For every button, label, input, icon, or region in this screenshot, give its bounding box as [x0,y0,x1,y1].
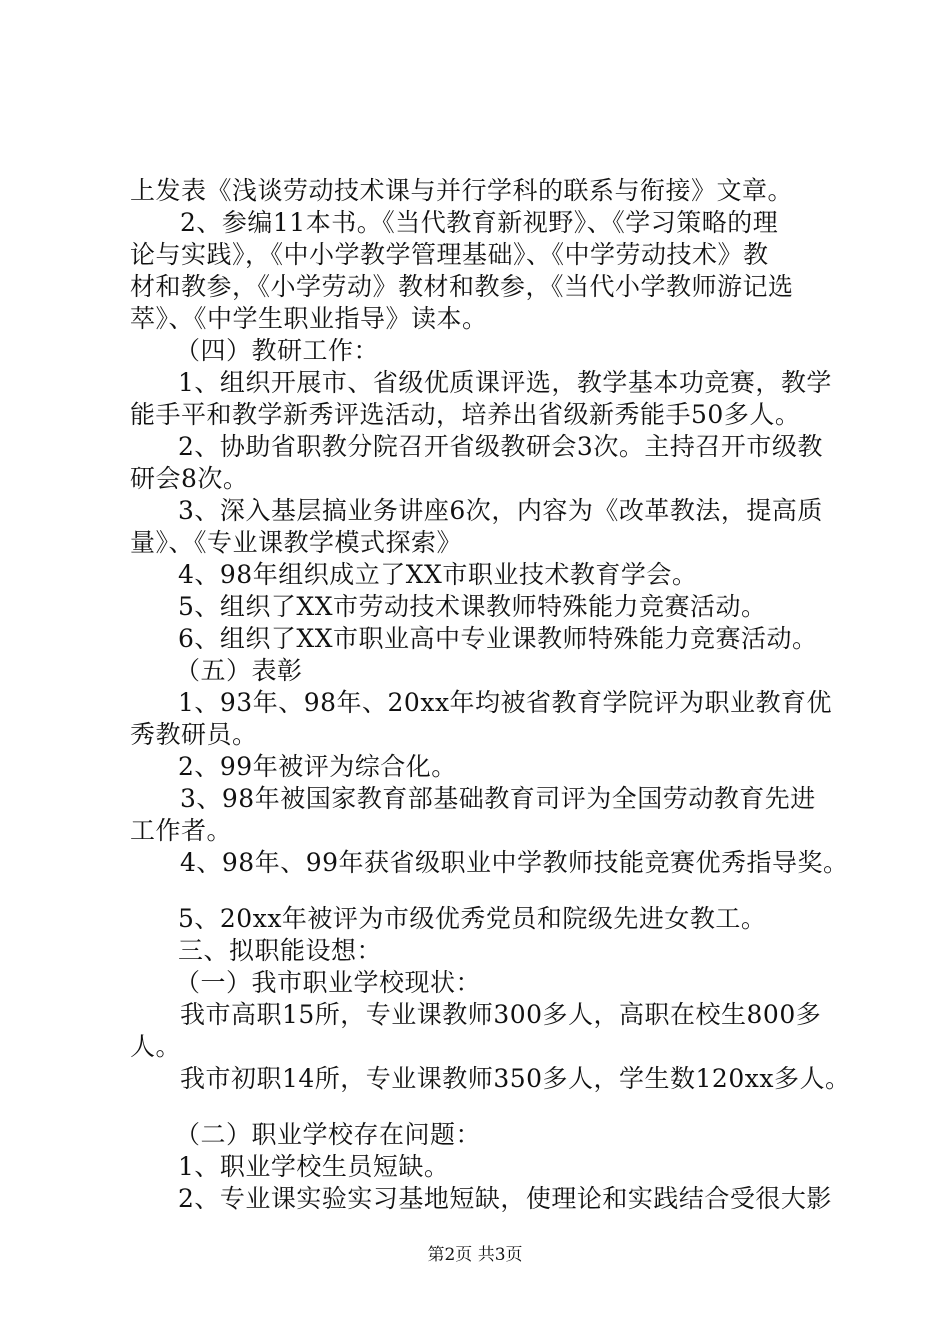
page-indicator: 第2页 共3页 [427,1245,523,1265]
section-heading: （二）职业学校存在问题： [175,1120,482,1149]
section-heading: （一）我市职业学校现状： [175,968,482,997]
paragraph-line: 上发表《浅谈劳动技术课与并行学科的联系与衔接》文章。 [130,176,794,205]
paragraph-line: 5、组织了XX市劳动技术课教师特殊能力竞赛活动。 [178,592,767,621]
section-heading: （五）表彰 [175,656,303,685]
paragraph-line: 量》、《专业课教学模式探索》 [130,528,463,557]
paragraph-line: 材和教参，《小学劳动》教材和教参，《当代小学教师游记选 [130,272,794,301]
paragraph-line: 3、深入基层搞业务讲座6次，内容为《改革教法，提高质 [178,496,823,525]
paragraph-line: 我市高职15所，专业课教师300多人，高职在校生800多 [180,1000,822,1029]
paragraph-line: 人。 [130,1032,182,1061]
paragraph-line: 4、98年、99年获省级职业中学教师技能竞赛优秀指导奖。 [180,848,849,877]
paragraph-line: 2、协助省职教分院召开省级教研会3次。主持召开市级教 [178,432,823,461]
section-heading: 三、拟职能设想： [178,936,383,965]
paragraph-line: 我市初职14所，专业课教师350多人，学生数120xx多人。 [180,1064,851,1093]
paragraph-line: 能手平和教学新秀评选活动，培养出省级新秀能手50多人。 [130,400,801,429]
paragraph-line: 6、组织了XX市职业高中专业课教师特殊能力竞赛活动。 [178,624,818,653]
paragraph-line: 1、组织开展市、省级优质课评选，教学基本功竞赛，教学 [178,368,832,397]
paragraph-line: 萃》、《中学生职业指导》读本。 [130,304,488,333]
paragraph-line: 5、20xx年被评为市级优秀党员和院级先进女教工。 [178,904,767,933]
paragraph-line: 1、职业学校生员短缺。 [178,1152,450,1181]
paragraph-line: 2、99年被评为综合化。 [178,752,457,781]
paragraph-line: 4、98年组织成立了XX市职业技术教育学会。 [178,560,698,589]
paragraph-line: 论与实践》，《中小学教学管理基础》、《中学劳动技术》教 [130,240,769,269]
paragraph-line: 1、93年、98年、20xx年均被省教育学院评为职业教育优 [178,688,833,717]
paragraph-line: 研会8次。 [130,464,249,493]
paragraph-line: 2、专业课实验实习基地短缺，使理论和实践结合受很大影 [178,1184,832,1213]
paragraph-line: 2、参编11本书。《当代教育新视野》、《学习策略的理 [180,208,779,237]
section-heading: （四）教研工作： [175,336,380,365]
paragraph-line: 3、98年被国家教育部基础教育司评为全国劳动教育先进 [180,784,816,813]
paragraph-line: 秀教研员。 [130,720,258,749]
paragraph-line: 工作者。 [130,816,233,845]
